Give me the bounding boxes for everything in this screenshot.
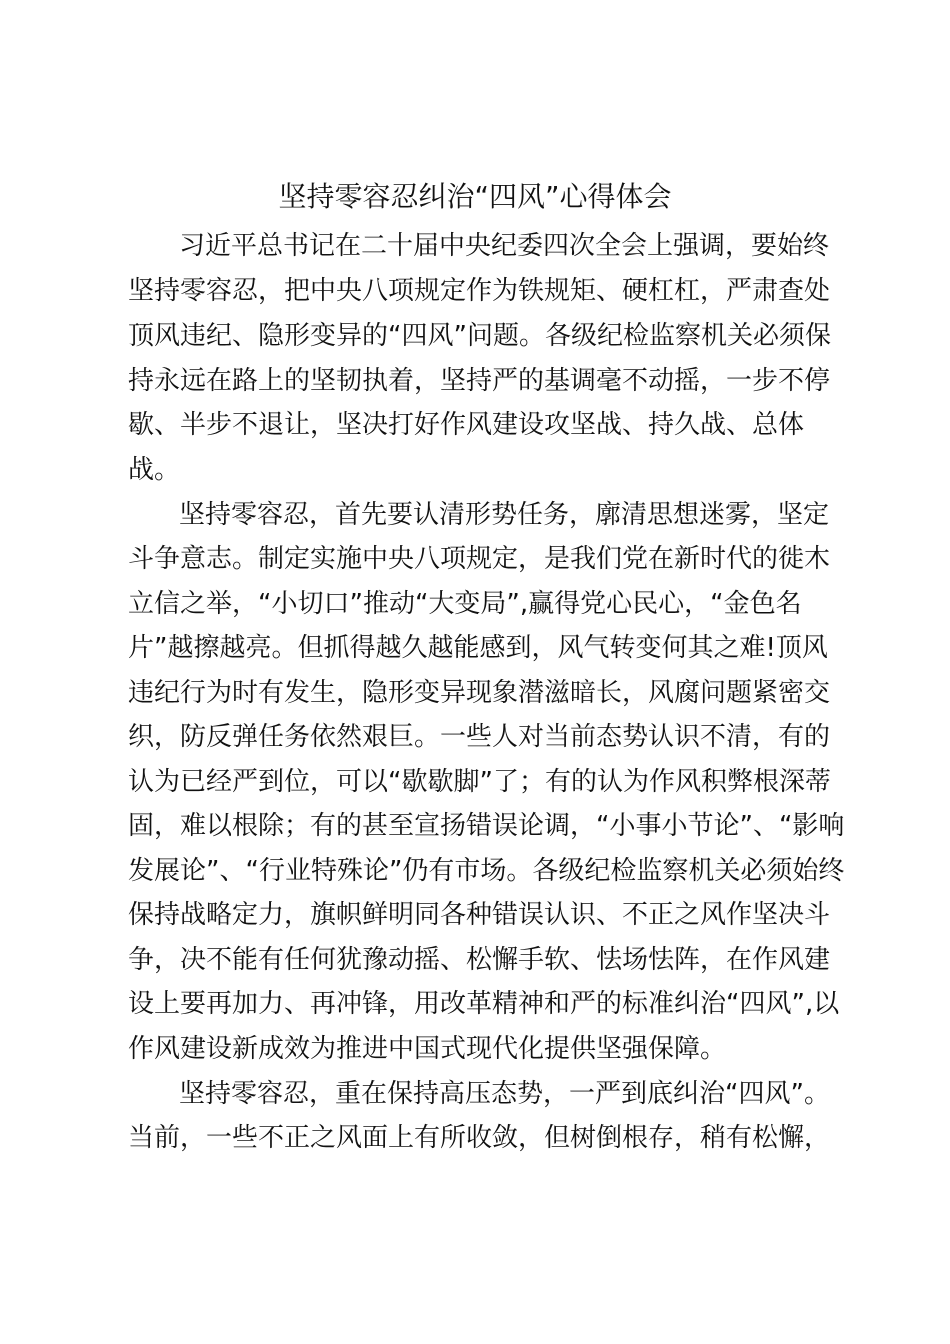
paragraph-2-line-13: 作风建设新成效为推进中国式现代化提供坚强保障。 <box>128 1034 727 1064</box>
paragraph-2-line-7: 认为已经严到位，可以“歇歇脚”了；有的认为作风积弊根深蒂 <box>128 767 831 797</box>
paragraph-1-line-2: 坚持零容忍，把中央八项规定作为铁规矩、硬杠杠，严肃查处 <box>128 276 831 306</box>
paragraph-1-line-5: 歇、半步不退让，坚决打好作风建设攻坚战、持久战、总体 <box>128 410 805 440</box>
document-title: 坚持零容忍纠治“四风”心得体会 <box>278 180 672 213</box>
paragraph-2-line-8: 固，难以根除；有的甚至宣扬错误论调，“小事小节论”、“影响 <box>128 811 845 841</box>
paragraph-1-line-6: 战。 <box>128 455 181 485</box>
paragraph-2-line-9: 发展论”、“行业特殊论”仍有市场。各级纪检监察机关必须始终 <box>128 856 845 886</box>
paragraph-3-line-1: 坚持零容忍，重在保持高压态势，一严到底纠治“四风”。 <box>179 1079 830 1109</box>
paragraph-2-line-6: 织，防反弹任务依然艰巨。一些人对当前态势认识不清，有的 <box>128 722 831 752</box>
paragraph-2-line-12: 设上要再加力、再冲锋，用改革精神和严的标准纠治“四风”,以 <box>128 989 840 1019</box>
paragraph-1-line-1: 习近平总书记在二十届中央纪委四次全会上强调，要始终 <box>179 231 830 261</box>
paragraph-2-line-5: 违纪行为时有发生，隐形变异现象潜滋暗长，风腐问题紧密交 <box>128 678 831 708</box>
paragraph-1-line-4: 持永远在路上的坚韧执着，坚持严的基调毫不动摇，一步不停 <box>128 366 831 396</box>
paragraph-2-line-1: 坚持零容忍，首先要认清形势任务，廓清思想迷雾，坚定 <box>179 500 830 530</box>
paragraph-3-line-2: 当前，一些不正之风面上有所收敛，但树倒根存，稍有松懈， <box>128 1123 831 1153</box>
paragraph-2-line-4: 片”越擦越亮。但抓得越久越能感到，风气转变何其之难!顶风 <box>128 633 828 663</box>
paragraph-2-line-2: 斗争意志。制定实施中央八项规定，是我们党在新时代的徙木 <box>128 544 831 574</box>
paragraph-2-line-10: 保持战略定力，旗帜鲜明同各种错误认识、不正之风作坚决斗 <box>128 900 831 930</box>
paragraph-1-line-3: 顶风违纪、隐形变异的“四风”问题。各级纪检监察机关必须保 <box>128 321 831 351</box>
paragraph-2-line-11: 争，决不能有任何犹豫动摇、松懈手软、怯场怯阵，在作风建 <box>128 945 831 975</box>
paragraph-2-line-3: 立信之举，“小切口”推动“大变局”,赢得党心民心，“金色名 <box>128 589 802 619</box>
